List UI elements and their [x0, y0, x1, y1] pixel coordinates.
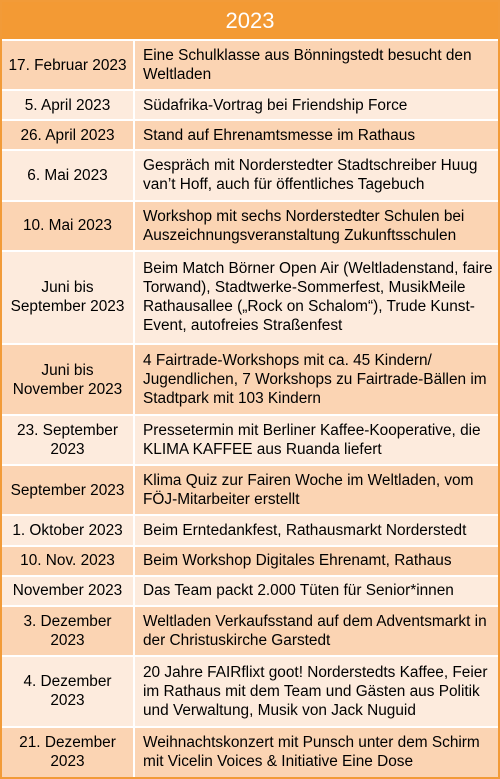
event-description: Weihnachtskonzert mit Punsch unter dem Schirm mit Vicelin Voices & Initiative Eine Dose	[134, 727, 498, 777]
event-date: September 2023	[2, 465, 134, 515]
table-row	[2, 656, 498, 727]
event-date: 3. Dezember 2023	[2, 606, 134, 656]
event-description: 20 Jahre FAIRflixt goot! Norderstedts Kaffee, Feier im Rathaus mit dem Team und Gästen aus Politik und Verwaltung, Musik von Jack Nuguid	[134, 656, 498, 727]
event-date: 1. Oktober 2023	[2, 515, 134, 545]
table-row	[2, 546, 498, 576]
event-date: 10. Mai 2023	[2, 201, 134, 251]
event-description: Workshop mit sechs Norderstedter Schulen bei Auszeichnungsveranstaltung Zukunftsschulen	[134, 201, 498, 251]
table-row	[2, 150, 498, 200]
event-date: 23. September 2023	[2, 415, 134, 465]
event-date: 10. Nov. 2023	[2, 546, 134, 576]
event-description: Beim Erntedankfest, Rathausmarkt Norderstedt	[134, 515, 498, 545]
event-description: Pressetermin mit Berliner Kaffee-Kooperative, die KLIMA KAFFEE aus Ruanda liefert	[134, 415, 498, 465]
event-date: Juni bis November 2023	[2, 344, 134, 415]
event-description: Klima Quiz zur Fairen Woche im Weltladen, vom FÖJ-Mitarbeiter erstellt	[134, 465, 498, 515]
table-row	[2, 415, 498, 465]
table-row	[2, 344, 498, 415]
event-description: Beim Workshop Digitales Ehrenamt, Rathaus	[134, 546, 498, 576]
table-row	[2, 120, 498, 150]
event-date: November 2023	[2, 576, 134, 606]
event-date: 17. Februar 2023	[2, 40, 134, 90]
event-date: 26. April 2023	[2, 120, 134, 150]
event-date: 6. Mai 2023	[2, 150, 134, 200]
table-row	[2, 606, 498, 656]
event-date: Juni bis September 2023	[2, 251, 134, 345]
event-description: Das Team packt 2.000 Tüten für Senior*innen	[134, 576, 498, 606]
timeline-table	[2, 2, 498, 777]
event-description: Eine Schulklasse aus Bönningstedt besucht den Weltladen	[134, 40, 498, 90]
table-row	[2, 251, 498, 345]
table-row	[2, 515, 498, 545]
table-row	[2, 465, 498, 515]
table-row	[2, 727, 498, 777]
event-date: 21. Dezember 2023	[2, 727, 134, 777]
event-description: 4 Fairtrade-Workshops mit ca. 45 Kindern/ Jugendlichen, 7 Workshops zu Fairtrade-Bällen im Stadtpark mit 103 Kindern	[134, 344, 498, 415]
header-row	[2, 2, 498, 40]
event-date: 5. April 2023	[2, 90, 134, 120]
table-row	[2, 90, 498, 120]
event-description: Beim Match Börner Open Air (Weltladenstand, faire Torwand), Stadtwerke-Sommerfest, MusikMeile Rathausallee („Rock on Schalom“), Trude Kunst-Event, autofreies Straßenfest	[134, 251, 498, 345]
event-description: Weltladen Verkaufsstand auf dem Adventsmarkt in der Christuskirche Garstedt	[134, 606, 498, 656]
table-row	[2, 201, 498, 251]
year-heading: 2023	[2, 2, 498, 40]
event-date: 4. Dezember 2023	[2, 656, 134, 727]
event-description: Gespräch mit Norderstedter Stadtschreiber Huug van’t Hoff, auch für öffentliches Tagebuch	[134, 150, 498, 200]
event-description: Südafrika-Vortrag bei Friendship Force	[134, 90, 498, 120]
table-row	[2, 576, 498, 606]
event-description: Stand auf Ehrenamtsmesse im Rathaus	[134, 120, 498, 150]
table-row	[2, 40, 498, 90]
